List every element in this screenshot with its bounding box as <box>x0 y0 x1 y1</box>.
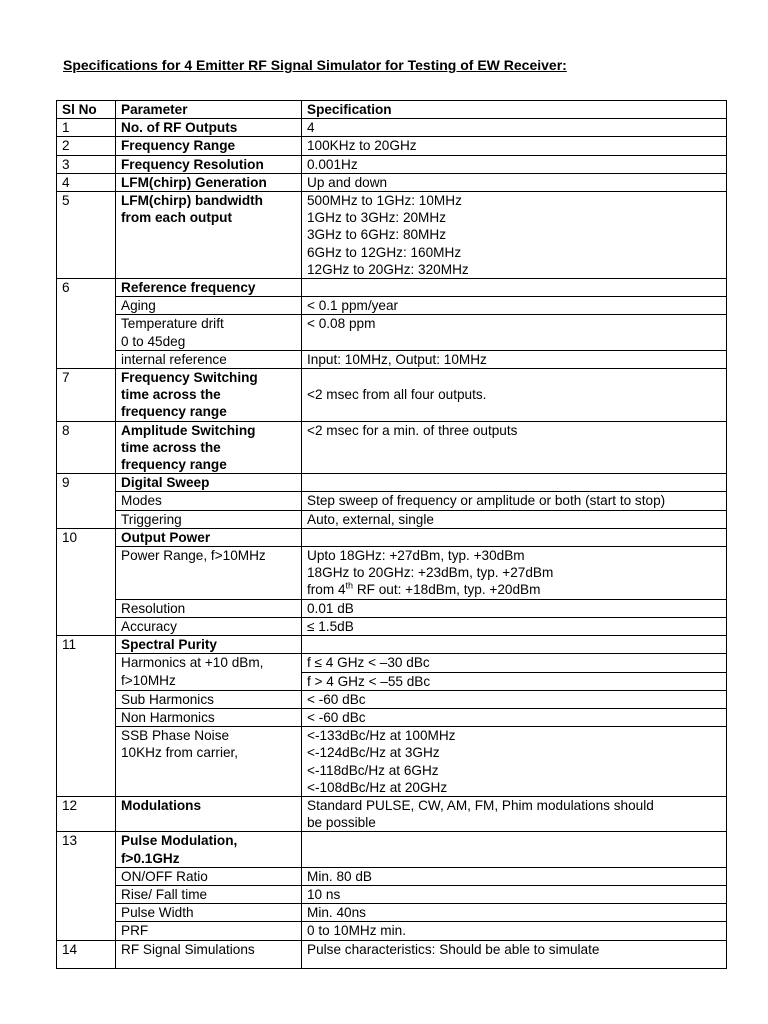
row-specification-empty <box>302 528 727 546</box>
table-row <box>57 173 727 191</box>
row-sl-no: 5 <box>57 192 116 279</box>
table-subrow <box>57 510 727 528</box>
superscript: th <box>345 580 354 591</box>
spec-text: RF out: +18dBm, typ. +20dBm <box>353 582 541 598</box>
subrow-specification: Min. 80 dB <box>302 867 727 885</box>
row-specification: <2 msec from all four outputs. <box>302 369 727 422</box>
subrow-specification: 0.01 dB <box>302 599 727 617</box>
row-specification: Up and down <box>302 173 727 191</box>
table-row <box>57 636 727 654</box>
subrow-parameter: Accuracy <box>116 617 302 635</box>
table-row <box>57 369 727 422</box>
table-subrow <box>57 867 727 885</box>
table-subrow <box>57 708 727 726</box>
table-subrow <box>57 547 727 600</box>
row-specification: <2 msec for a min. of three outputs <box>302 421 727 474</box>
row-parameter: Frequency Range <box>116 137 302 155</box>
row-parameter: RF Signal Simulations <box>116 940 302 968</box>
row-parameter: Modulations <box>116 796 302 831</box>
row-specification-empty <box>302 636 727 654</box>
subrow-parameter: Sub Harmonics <box>116 690 302 708</box>
row-sl-no: 11 <box>57 636 116 797</box>
subrow-parameter: Temperature drift 0 to 45deg <box>116 315 302 350</box>
row-sl-no: 12 <box>57 796 116 831</box>
subrow-specification: f ≤ 4 GHz < –30 dBc <box>302 654 727 672</box>
row-sl-no: 10 <box>57 528 116 635</box>
table-subrow <box>57 904 727 922</box>
table-row <box>57 796 727 831</box>
table-header-row <box>57 101 727 119</box>
row-sl-no: 14 <box>57 940 116 968</box>
subrow-parameter: Resolution <box>116 599 302 617</box>
row-parameter: LFM(chirp) Generation <box>116 173 302 191</box>
row-sl-no: 6 <box>57 279 116 369</box>
subrow-parameter: Non Harmonics <box>116 708 302 726</box>
row-parameter: No. of RF Outputs <box>116 119 302 137</box>
spec-text: from 4 <box>307 582 346 598</box>
row-sl-no: 1 <box>57 119 116 137</box>
document-title: Specifications for 4 Emitter RF Signal Simulator for Testing of EW Receiver: <box>63 57 567 73</box>
spec-line <box>307 581 721 598</box>
row-parameter: Frequency Switching time across the frequency range <box>116 369 302 422</box>
row-parameter: Amplitude Switching time across the frequency range <box>116 421 302 474</box>
row-sl-no: 4 <box>57 173 116 191</box>
subrow-specification: < 0.1 ppm/year <box>302 297 727 315</box>
subrow-specification: < 0.08 ppm <box>302 315 727 350</box>
row-parameter: Frequency Resolution <box>116 155 302 173</box>
subrow-specification: Step sweep of frequency or amplitude or both (start to stop) <box>302 492 727 510</box>
table-row <box>57 155 727 173</box>
row-specification: 500MHz to 1GHz: 10MHz 1GHz to 3GHz: 20MHz 3GHz to 6GHz: 80MHz 6GHz to 12GHz: 160MHz 12GHz to 20GHz: 320MHz <box>302 192 727 279</box>
subrow-specification: f > 4 GHz < –55 dBc <box>302 672 727 690</box>
subrow-parameter: internal reference <box>116 350 302 368</box>
subrow-parameter: Aging <box>116 297 302 315</box>
row-sl-no: 2 <box>57 137 116 155</box>
subrow-specification <box>302 547 727 600</box>
specification-table <box>56 100 727 969</box>
subrow-specification: < -60 dBc <box>302 690 727 708</box>
table-row <box>57 119 727 137</box>
row-sl-no: 8 <box>57 421 116 474</box>
subrow-parameter: SSB Phase Noise 10KHz from carrier, <box>116 727 302 797</box>
row-sl-no: 13 <box>57 832 116 940</box>
table-row <box>57 137 727 155</box>
table-row <box>57 528 727 546</box>
subrow-parameter: PRF <box>116 922 302 940</box>
row-specification: 100KHz to 20GHz <box>302 137 727 155</box>
subrow-specification: ≤ 1.5dB <box>302 617 727 635</box>
row-parameter: Output Power <box>116 528 302 546</box>
table-row <box>57 421 727 474</box>
subrow-parameter: Triggering <box>116 510 302 528</box>
subrow-parameter: Rise/ Fall time <box>116 885 302 903</box>
row-specification-empty <box>302 279 727 297</box>
table-subrow <box>57 617 727 635</box>
table-row <box>57 474 727 492</box>
row-parameter: Reference frequency <box>116 279 302 297</box>
table-subrow <box>57 727 727 797</box>
row-specification: 4 <box>302 119 727 137</box>
subrow-parameter: Power Range, f>10MHz <box>116 547 302 600</box>
header-parameter: Parameter <box>116 101 302 119</box>
spec-line: Upto 18GHz: +27dBm, typ. +30dBm <box>307 548 525 564</box>
row-specification: Pulse characteristics: Should be able to simulate <box>302 940 727 968</box>
subrow-specification: 0 to 10MHz min. <box>302 922 727 940</box>
row-specification: 0.001Hz <box>302 155 727 173</box>
table-row <box>57 279 727 297</box>
row-parameter: Digital Sweep <box>116 474 302 492</box>
table-row <box>57 192 727 279</box>
table-subrow <box>57 492 727 510</box>
table-subrow <box>57 599 727 617</box>
table-subrow <box>57 690 727 708</box>
table-subrow <box>57 297 727 315</box>
subrow-specification: Input: 10MHz, Output: 10MHz <box>302 350 727 368</box>
table-subrow <box>57 350 727 368</box>
subrow-parameter: Harmonics at +10 dBm, f>10MHz <box>116 654 302 690</box>
row-sl-no: 7 <box>57 369 116 422</box>
header-specification: Specification <box>302 101 727 119</box>
subrow-parameter: Modes <box>116 492 302 510</box>
table-subrow <box>57 922 727 940</box>
table-row <box>57 832 727 867</box>
subrow-parameter: ON/OFF Ratio <box>116 867 302 885</box>
row-parameter: Pulse Modulation, f>0.1GHz <box>116 832 302 867</box>
subrow-specification: 10 ns <box>302 885 727 903</box>
table-row <box>57 940 727 968</box>
row-specification: Standard PULSE, CW, AM, FM, Phim modulations should be possible <box>302 796 727 831</box>
table-subrow <box>57 885 727 903</box>
subrow-specification: < -60 dBc <box>302 708 727 726</box>
row-specification-empty <box>302 832 727 867</box>
row-parameter: Spectral Purity <box>116 636 302 654</box>
table-subrow <box>57 654 727 672</box>
subrow-specification: Min. 40ns <box>302 904 727 922</box>
subrow-specification: Auto, external, single <box>302 510 727 528</box>
header-sl-no: Sl No <box>57 101 116 119</box>
row-sl-no: 9 <box>57 474 116 529</box>
row-specification-empty <box>302 474 727 492</box>
row-sl-no: 3 <box>57 155 116 173</box>
table-subrow <box>57 315 727 350</box>
subrow-specification: <-133dBc/Hz at 100MHz <-124dBc/Hz at 3GHz <-118dBc/Hz at 6GHz <-108dBc/Hz at 20GHz <box>302 727 727 797</box>
subrow-parameter: Pulse Width <box>116 904 302 922</box>
row-parameter: LFM(chirp) bandwidth from each output <box>116 192 302 279</box>
spec-line: 18GHz to 20GHz: +23dBm, typ. +27dBm <box>307 565 554 581</box>
